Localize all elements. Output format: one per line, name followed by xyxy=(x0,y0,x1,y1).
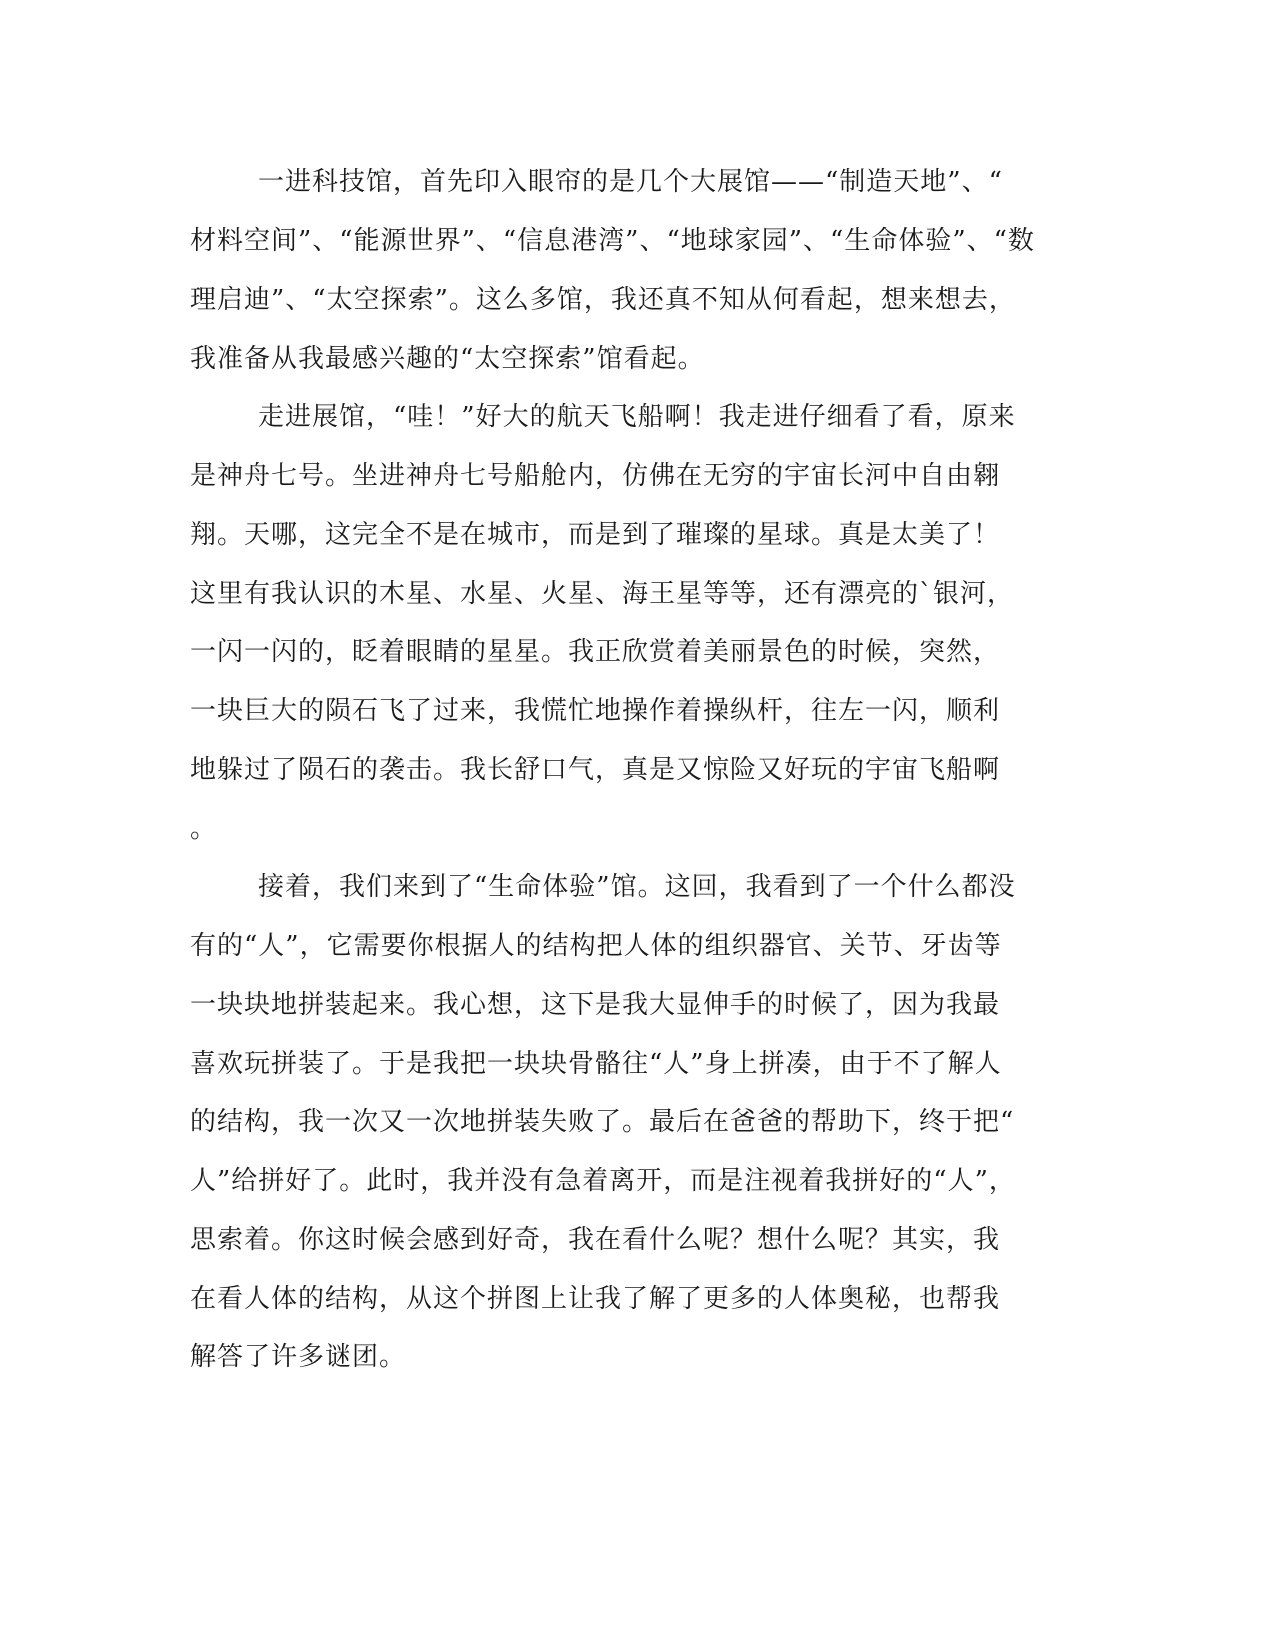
paragraph-3-line-5: 的结构，我一次又一次地拼装失败了。最后在爸爸的帮助下，终于把“ xyxy=(190,1107,1015,1137)
paragraph-1-line-2: 材料空间”、“能源世界”、“信息港湾”、“地球家园”、“生命体验”、“数 xyxy=(190,226,1035,256)
paragraph-3-line-3: 一块块地拼装起来。我心想，这下是我大显伸手的时候了，因为我最 xyxy=(190,990,1001,1020)
paragraph-3-line-9: 解答了许多谜团。 xyxy=(190,1342,407,1372)
paragraph-3-line-7: 思索着。你这时候会感到好奇，我在看什么呢？想什么呢？其实，我 xyxy=(190,1225,1001,1255)
paragraph-3-line-2: 有的“人”，它需要你根据人的结构把人体的组织器官、关节、牙齿等 xyxy=(190,931,1002,961)
paragraph-1-line-1: 一进科技馆，首先印入眼帘的是几个大展馆——“制造天地”、“ xyxy=(258,167,1003,197)
paragraph-2-line-6: 一块巨大的陨石飞了过来，我慌忙地操作着操纵杆，往左一闪，顺利 xyxy=(190,696,1001,726)
paragraph-1-line-4: 我准备从我最感兴趣的“太空探索”馆看起。 xyxy=(190,344,705,374)
paragraph-2-line-4: 这里有我认识的木星、水星、火星、海王星等等，还有漂亮的`银河， xyxy=(190,579,1015,609)
paragraph-3-line-1: 接着，我们来到了“生命体验”馆。这回，我看到了一个什么都没 xyxy=(258,872,1016,902)
paragraph-1-line-3: 理启迪”、“太空探索”。这么多馆，我还真不知从何看起，想来想去， xyxy=(190,285,1016,315)
paragraph-2-line-1: 走进展馆，“哇！”好大的航天飞船啊！我走进仔细看了看，原来 xyxy=(258,402,1016,432)
paragraph-3-line-6: 人”给拼好了。此时，我并没有急着离开，而是注视着我拼好的“人”， xyxy=(190,1166,1016,1196)
paragraph-3-line-4: 喜欢玩拼装了。于是我把一块块骨骼往“人”身上拼凑，由于不了解人 xyxy=(190,1049,1002,1079)
paragraph-2-line-2: 是神舟七号。坐进神舟七号船舱内，仿佛在无穷的宇宙长河中自由翱 xyxy=(190,461,1001,491)
paragraph-2-line-8: 。 xyxy=(190,814,218,844)
paragraph-3-line-8: 在看人体的结构，从这个拼图上让我了解了更多的人体奥秘，也帮我 xyxy=(190,1284,1001,1314)
paragraph-2-line-7: 地躲过了陨石的袭击。我长舒口气，真是又惊险又好玩的宇宙飞船啊 xyxy=(190,755,1001,785)
paragraph-2-line-3: 翔。天哪，这完全不是在城市，而是到了璀璨的星球。真是太美了！ xyxy=(190,520,1001,550)
paragraph-2-line-5: 一闪一闪的，眨着眼睛的星星。我正欣赏着美丽景色的时候，突然， xyxy=(190,637,1001,667)
